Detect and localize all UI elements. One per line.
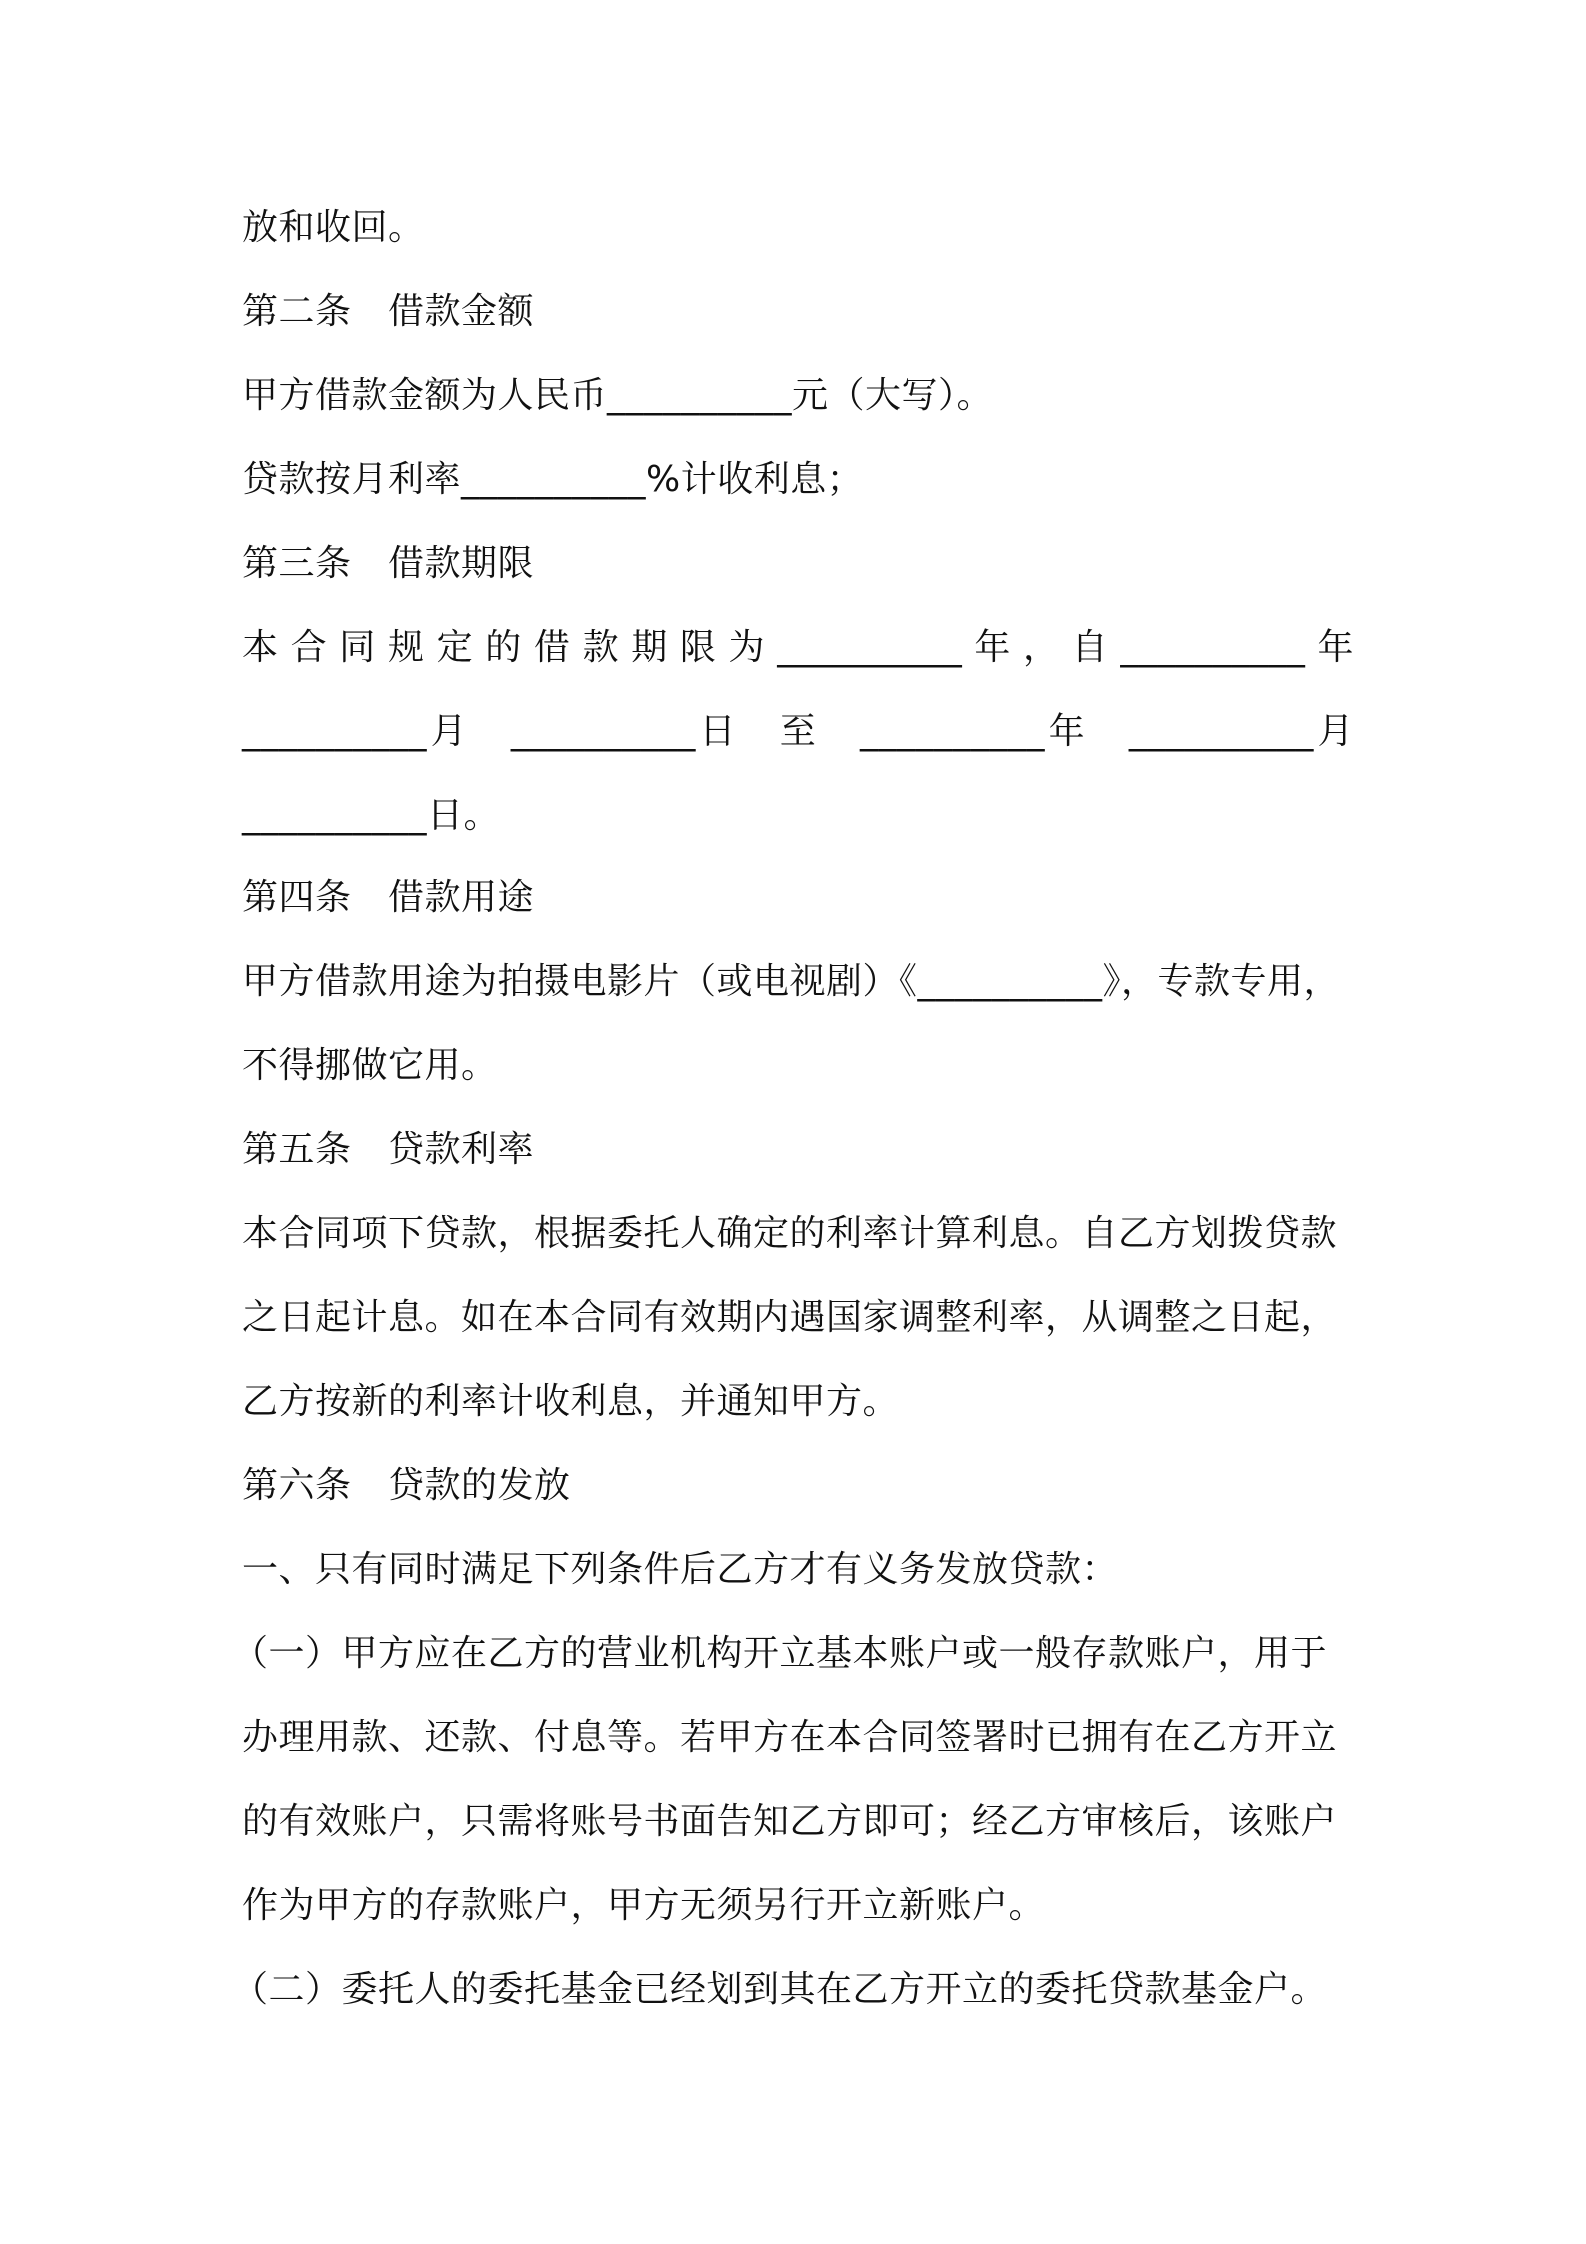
section-heading: 第三条 借款期限 xyxy=(242,543,535,584)
section-heading: 第六条 贷款的发放 xyxy=(242,1465,571,1506)
text-line: （二）委托人的委托基金已经划到其在乙方开立的委托贷款基金户。 xyxy=(232,1969,1328,2010)
text-line: 本合同项下贷款，根据委托人确定的利率计算利息。自乙方划拨贷款 xyxy=(242,1213,1338,1254)
text-line: __________月 __________日 至 __________年 __________月 xyxy=(242,711,1354,752)
text-line: 的有效账户，只需将账号书面告知乙方即可；经乙方审核后，该账户 xyxy=(242,1801,1338,1842)
text-line: 甲方借款用途为拍摄电影片（或电视剧）《__________》，专款专用， xyxy=(242,961,1341,1002)
text-line: 一、只有同时满足下列条件后乙方才有义务发放贷款： xyxy=(242,1549,1119,1590)
text-line: 贷款按月利率__________%计收利息； xyxy=(242,459,864,500)
section-heading: 第二条 借款金额 xyxy=(242,291,535,332)
text-line: 作为甲方的存款账户，甲方无须另行开立新账户。 xyxy=(242,1885,1046,1926)
text-line: 放和收回。 xyxy=(242,207,425,248)
text-line: __________日。 xyxy=(242,795,501,836)
section-heading: 第四条 借款用途 xyxy=(242,877,535,918)
text-line: 不得挪做它用。 xyxy=(242,1045,498,1086)
text-line: 甲方借款金额为人民币__________元（大写）。 xyxy=(242,375,994,416)
text-line: 本合同规定的借款期限为__________年，自__________年 xyxy=(242,627,1354,668)
text-line: （一）甲方应在乙方的营业机构开立基本账户或一般存款账户，用于 xyxy=(232,1633,1328,1674)
section-heading: 第五条 贷款利率 xyxy=(242,1129,535,1170)
text-line: 之日起计息。如在本合同有效期内遇国家调整利率，从调整之日起， xyxy=(242,1297,1338,1338)
text-line: 乙方按新的利率计收利息，并通知甲方。 xyxy=(242,1381,900,1422)
text-line: 办理用款、还款、付息等。若甲方在本合同签署时已拥有在乙方开立 xyxy=(242,1717,1338,1758)
